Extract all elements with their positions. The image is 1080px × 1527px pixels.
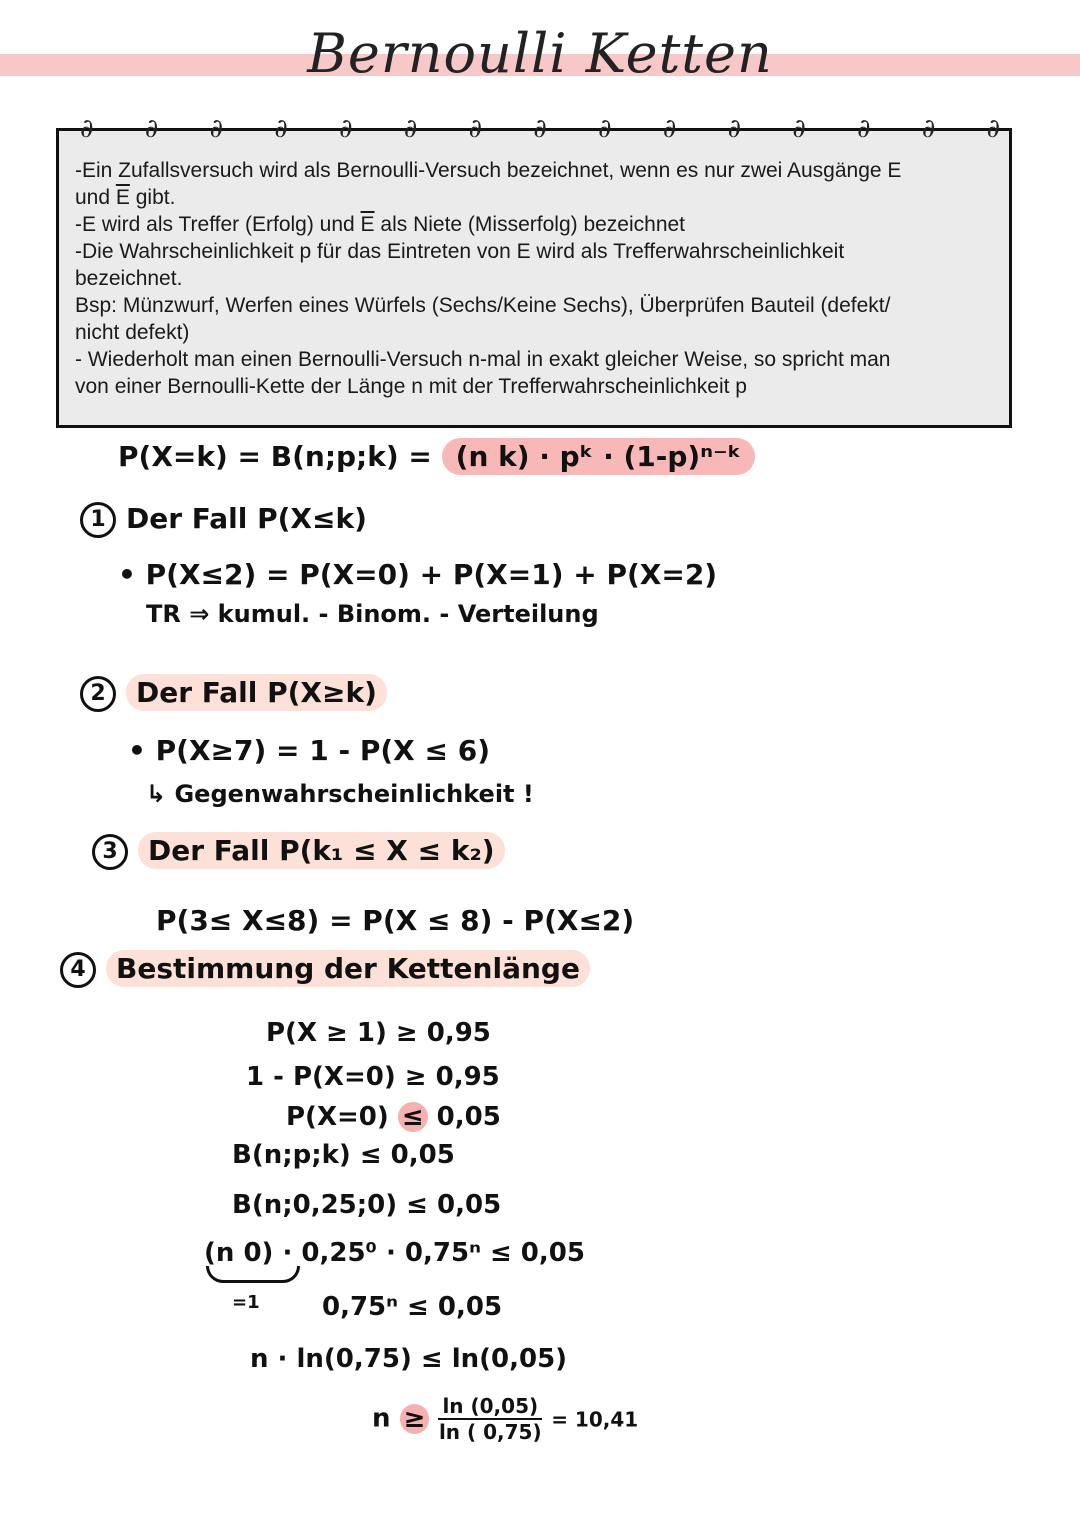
definition-line: bezeichnet. [75,267,183,290]
case1-line1: • P(X≤2) = P(X=0) + P(X=1) + P(X=2) [118,558,718,591]
ring-icon: ∂ [339,114,353,144]
case2-heading [80,676,387,712]
derivation-step: 1 - P(X=0) ≥ 0,95 [246,1062,500,1092]
definition-line: -Ein Zufallsversuch wird als Bernoulli-Versuch bezeichnet, wenn es nur zwei Ausgänge E [75,159,902,182]
case-title: Der Fall P(X≤k) [126,502,367,535]
derivation-step: B(n;p;k) ≤ 0,05 [232,1140,455,1170]
case-number-badge: 4 [60,952,96,988]
derivation-step [286,1102,501,1132]
case-number-badge: 1 [80,502,116,538]
fraction-denominator: ln ( 0,75) [438,1420,542,1444]
underbrace [206,1266,300,1283]
ring-icon: ∂ [403,114,418,144]
case3-line1: P(3≤ X≤8) = P(X ≤ 8) - P(X≤2) [156,904,635,937]
definition-line [75,211,993,238]
case-title: Bestimmung der Kettenlänge [106,950,590,987]
fraction [438,1394,542,1444]
ring-icon: ∂ [209,114,223,144]
result-value: = 10,41 [551,1407,639,1432]
case-title: Der Fall P(X≥k) [126,674,387,711]
e-bar-symbol: $\overline{E}$ [360,213,375,236]
binder-rings [80,114,1000,154]
derivation-text: P(X=0) [286,1102,389,1132]
definition-line: -Die Wahrscheinlichkeit p für das Eintreten von E wird als Trefferwahrscheinlichkeit [75,240,845,263]
case1-line2: TR ⇒ kumul. - Binom. - Verteilung [146,600,599,628]
fraction-numerator: ln (0,05) [438,1394,542,1420]
definition-line: nicht defekt) [75,321,190,344]
definition-text: gibt. [129,186,176,209]
derivation-step: B(n;0,25;0) ≤ 0,05 [232,1190,502,1220]
derivation-step: 0,75ⁿ ≤ 0,05 [322,1292,503,1322]
formula-left: P(X=k) = B(n;p;k) = [118,440,432,473]
case-number-badge: 3 [92,834,128,870]
ring-icon: ∂ [274,114,288,144]
definition-box [56,128,1012,428]
formula-right: (n k) · pᵏ · (1-p)ⁿ⁻ᵏ [442,438,756,475]
ring-icon: ∂ [986,114,1000,144]
case2-line2: ↳ Gegenwahrscheinlichkeit ! [146,780,534,808]
case1-heading [80,502,367,538]
derivation-step: (n 0) · 0,25⁰ · 0,75ⁿ ≤ 0,05 [204,1238,585,1268]
ring-icon: ∂ [857,114,871,144]
case4-heading [60,952,590,988]
definition-line: - Wiederholt man einen Bernoulli-Versuch n-mal in exakt gleicher Weise, so spricht man [75,348,891,371]
derivation-step: n · ln(0,75) ≤ ln(0,05) [250,1344,568,1374]
derivation-step: P(X ≥ 1) ≥ 0,95 [266,1018,491,1048]
ring-icon: ∂ [727,114,741,144]
derivation-final [372,1394,638,1444]
ring-icon: ∂ [468,114,482,144]
definition-text: -E wird als Treffer (Erfolg) und [75,213,361,236]
page-title: Bernoulli Ketten [307,22,773,85]
ring-icon: ∂ [921,114,936,144]
highlighted-operator: ≥ [400,1404,430,1434]
case-title: Der Fall P(k₁ ≤ X ≤ k₂) [138,832,505,869]
definition-line [75,184,993,211]
ring-icon: ∂ [80,114,94,144]
e-bar-symbol: $\overline{E}$ [115,186,130,209]
derivation-text: n [372,1403,391,1434]
case2-line1: • P(X≥7) = 1 - P(X ≤ 6) [128,734,490,767]
derivation-text: 0,05 [436,1102,501,1132]
main-formula [118,440,755,473]
highlighted-operator: ≤ [398,1102,428,1132]
definition-text: als Niete (Misserfolg) bezeichnet [374,213,686,236]
case-number-badge: 2 [80,676,116,712]
case3-heading [92,834,505,870]
definition-line: Bsp: Münzwurf, Werfen eines Würfels (Sechs/Keine Sechs), Überprüfen Bauteil (defekt/ [75,294,891,317]
ring-icon: ∂ [792,114,806,144]
definition-text: und [75,186,116,209]
definition-line: von einer Bernoulli-Kette der Länge n mit der Trefferwahrscheinlichkeit p [75,375,747,398]
ring-icon: ∂ [144,114,159,144]
ring-icon: ∂ [662,114,677,144]
underbrace-label: =1 [232,1292,260,1313]
ring-icon: ∂ [533,114,547,144]
ring-icon: ∂ [598,114,612,144]
